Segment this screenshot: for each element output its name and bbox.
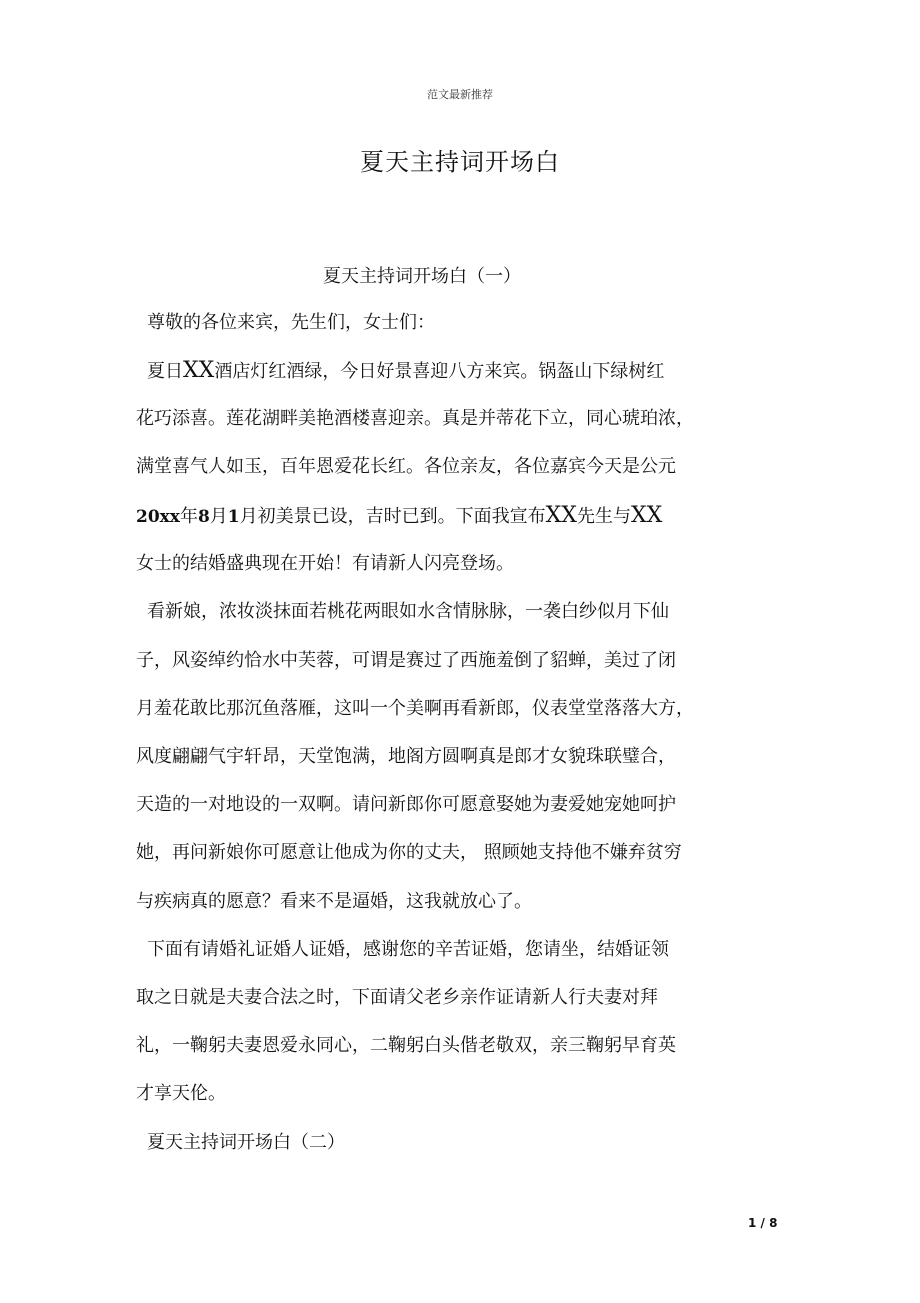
section-heading-2: 夏天主持词开场白（二） (147, 1132, 345, 1153)
paragraph-3-line-3: 礼，一鞠躬夫妻恩爱永同心，二鞠躬白头偕老敬双，亲三鞠躬早育英 (136, 1035, 676, 1056)
text-run: 酒店灯红酒绿，今日好景喜迎八方来宾。锅盔山下绿树红 (214, 361, 665, 382)
paragraph-1-line-4 (136, 503, 662, 530)
day-number: 1 (227, 507, 240, 527)
paragraph-2-line-1: 看新娘，浓妆淡抹面若桃花两眼如水含情脉脉，一袭白纱似月下仙 (147, 601, 669, 622)
paragraph-2-line-6: 她，再问新娘你可愿意让他成为你的丈夫， 照顾她支持他不嫌弃贫穷 (136, 842, 682, 863)
paragraph-2-line-2: 子，风姿绰约恰水中芙蓉，可谓是赛过了西施羞倒了貂蝉，美过了闭 (136, 650, 676, 671)
section-heading-1: 夏天主持词开场白（一） (323, 266, 521, 287)
paragraph-3-line-4: 才享天伦。 (136, 1083, 226, 1104)
paragraph-1-line-3: 满堂喜气人如玉，百年恩爱花长红。各位亲友，各位嘉宾今天是公元 (136, 456, 676, 477)
placeholder-xx: XX (545, 503, 577, 528)
paragraph-3-line-1: 下面有请婚礼证婚人证婚，感谢您的辛苦证婚，您请坐，结婚证领 (147, 939, 669, 960)
paragraph-2-line-5: 天造的一对地设的一双啊。请问新郎你可愿意娶她为妻爱她宠她呵护 (136, 794, 676, 815)
text-run: 月初美景已设，吉时已到。下面我宣布 (239, 506, 546, 527)
text-run: 月 (209, 506, 228, 527)
paragraph-2-line-3: 月羞花敢比那沉鱼落雁，这叫一个美啊再看新郎，仪表堂堂落落大方， (136, 698, 694, 719)
text-run: 年 (179, 506, 198, 527)
paragraph-1-line-1 (147, 358, 664, 385)
text-run: 夏日 (147, 361, 183, 382)
paragraph-1-line-5: 女士的结婚盛典现在开始！有请新人闪亮登场。 (136, 553, 514, 574)
text-run: 先生与 (576, 506, 631, 527)
paragraph-1-line-2: 花巧添喜。莲花湖畔美艳酒楼喜迎亲。真是并蒂花下立，同心琥珀浓， (136, 408, 694, 429)
paragraph-2-line-7: 与疾病真的愿意？看来不是逼婚，这我就放心了。 (136, 891, 532, 912)
placeholder-xx: XX (630, 503, 663, 528)
placeholder-xx: XX (183, 358, 215, 383)
page-number: 1 / 8 (748, 1216, 778, 1230)
paragraph-3-line-2: 取之日就是夫妻合法之时，下面请父老乡亲作证请新人行夫妻对拜 (136, 987, 658, 1008)
paragraph-2-line-4: 风度翩翩气宇轩昂，天堂饱满，地阁方圆啊真是郎才女貌珠联璧合， (136, 746, 676, 767)
month-number: 8 (197, 507, 210, 527)
document-title: 夏天主持词开场白 (360, 148, 560, 176)
page-header: 范文最新推荐 (427, 88, 493, 101)
year-number: 20xx (136, 507, 180, 527)
greeting-line: 尊敬的各位来宾，先生们，女士们： (147, 312, 435, 333)
